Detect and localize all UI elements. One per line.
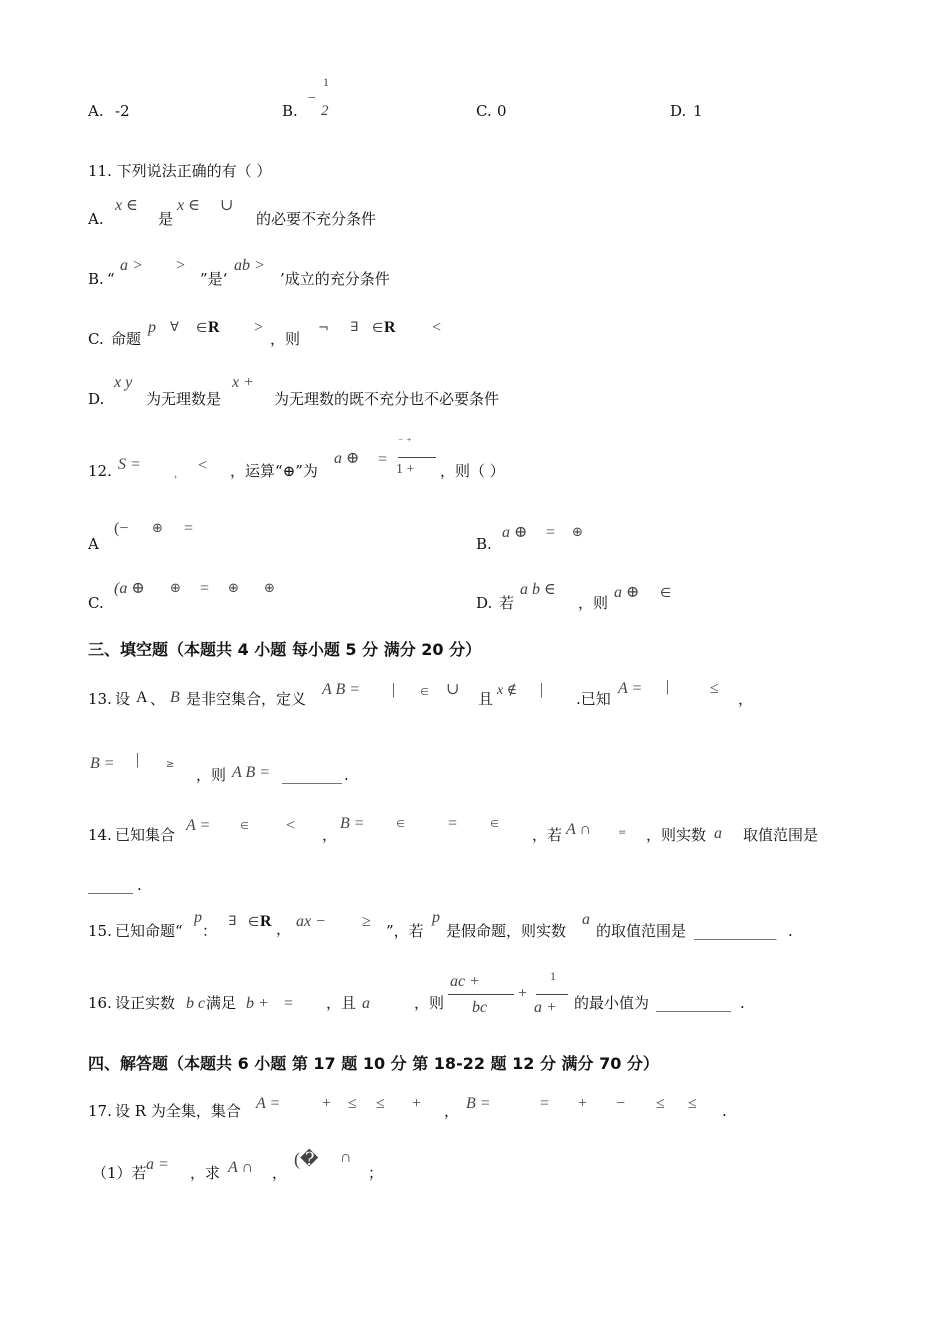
q15-in: ∈ (248, 915, 260, 930)
q11-b-mid: ”是‘ (200, 270, 228, 288)
q13-comma: ， (738, 690, 754, 708)
q12-c-op-1: ⊕ (170, 581, 181, 596)
q12-b-op: ⊕ (572, 525, 583, 540)
q15-number: 15. (88, 922, 112, 940)
q11-option-c-label: C. (88, 330, 104, 348)
q14-in-2: ∈ (396, 819, 405, 830)
q13-ge: ≥ (166, 759, 175, 770)
q13-then: ，则 (196, 766, 227, 784)
q12-b-eq: = (546, 524, 556, 541)
q12-frac-num: ⁻ ⁺ (398, 437, 412, 448)
q13-b-eq: B = (90, 755, 115, 772)
q16-frac2-den: a + (534, 999, 557, 1016)
q11-c-lt: < (432, 319, 442, 336)
q16-a: a (362, 995, 370, 1012)
q12-c-op-2: ⊕ (228, 581, 239, 596)
q11-stem: 11. 下列说法正确的有（ ） (88, 162, 272, 180)
q17-le-4: ≤ (688, 1095, 697, 1112)
q16-plus: + (518, 985, 528, 1002)
q11-a-math-2: x ∈ (177, 197, 200, 214)
q16-frac2-bar (536, 994, 568, 995)
q11-c-gt: > (254, 319, 264, 336)
q17-le-3: ≤ (656, 1095, 665, 1112)
q11-option-a-label: A. (88, 210, 104, 228)
q11-c-exists: ∃ (350, 320, 359, 335)
q11-c-r-2: R (384, 319, 396, 336)
q17-comma: ， (444, 1102, 460, 1120)
q12-eq: = (378, 451, 388, 468)
q15-pre: 已知命题“ (115, 922, 183, 940)
q13-set-a: A (136, 689, 148, 706)
q14-if: ，若 (532, 826, 563, 844)
q17-le-2: ≤ (376, 1095, 385, 1112)
q14-number: 14. (88, 826, 112, 844)
q15-a: a (582, 911, 590, 928)
q10-option-d-value: 1 (693, 102, 703, 120)
q11-b-math-3: ab > (234, 257, 265, 274)
q15-mid: ”，若 (386, 922, 424, 940)
q16-mid-1: 满足 (206, 994, 237, 1012)
q12-option-b-label: B. (476, 535, 492, 553)
q10-option-a-value: -2 (115, 102, 130, 120)
q11-option-d-label: D. (88, 390, 105, 408)
q10-option-b-label: B. (282, 102, 298, 120)
q11-c-mid: ，则 (270, 330, 301, 348)
q12-d-pre: 若 (499, 594, 515, 612)
q14-a: a (714, 825, 722, 842)
section-4-heading: 四、解答题（本题共 6 小题 第 17 题 10 分 第 18-22 题 12 分 满分 70 分） (88, 1054, 659, 1073)
q17-sub-1-a: a = (146, 1156, 169, 1173)
q16-pre: 设正实数 (115, 994, 176, 1012)
q16-mid-2: ，且 (326, 994, 357, 1012)
q14-pre: 已知集合 (115, 826, 176, 844)
q11-b-math-1: a > (120, 257, 143, 274)
q13-ab-2: A B = (232, 764, 271, 781)
q11-b-math-2: > (176, 257, 186, 274)
q12-number: 12. (88, 462, 112, 480)
q11-c-r-1: R (208, 319, 220, 336)
q10-option-b-numerator: 1 (323, 75, 329, 89)
q14-in-3: ∈ (490, 819, 499, 830)
q17-sub-1-cap-2: ∩ (340, 1149, 352, 1166)
q12-set-lt: < (198, 457, 208, 474)
q15-dot: . (788, 922, 793, 940)
q14-b-eq: B = (340, 815, 365, 832)
q15-expr: ax − (296, 913, 326, 930)
q13-notin: x ∉ (497, 683, 518, 698)
q17-plus-2: + (412, 1095, 422, 1112)
q11-c-in-1: ∈ (196, 321, 208, 336)
q17-le-1: ≤ (348, 1095, 357, 1112)
q10-option-d-label: D. (670, 102, 687, 120)
q13-sep: 、 (150, 690, 166, 708)
q10-option-c-label: C. (476, 102, 492, 120)
q14-in-1: ∈ (240, 821, 249, 832)
q15-exists: ∃ (228, 914, 237, 929)
q12-d-mid: ，则 (578, 594, 609, 612)
q12-d-in: ∈ (660, 586, 672, 601)
q16-frac2-num: 1 (550, 969, 556, 983)
q14-a-eq: A = (186, 817, 211, 834)
q15-p: p (194, 909, 202, 926)
q16-number: 16. (88, 994, 112, 1012)
q12-c-math: (a ⊕ (114, 580, 145, 597)
q17-plus: + (322, 1095, 332, 1112)
q17-sub-1-mid: ，求 (190, 1164, 221, 1182)
q12-option-d-label: D. (476, 594, 493, 612)
q13-number: 13. (88, 690, 112, 708)
q14-then: ，则实数 (646, 826, 707, 844)
q16-then: ，则 (414, 994, 445, 1012)
q11-d-mid: 为无理数是 (146, 390, 222, 408)
q16-frac1-bar (448, 994, 514, 995)
q16-tail: 的最小值为 (574, 994, 650, 1012)
q10-option-a-label: A. (88, 102, 104, 120)
q17-b-eq: B = (466, 1095, 491, 1112)
q15-tail: 的取值范围是 (596, 922, 687, 940)
q14-dot: . (137, 876, 142, 894)
q17-a-eq: A = (256, 1095, 281, 1112)
q17-plus-3: + (578, 1095, 588, 1112)
q11-c-in-2: ∈ (372, 321, 384, 336)
q13-bar-3: | (666, 678, 670, 695)
q12-set-comma: ， (174, 469, 184, 480)
q16-blank[interactable]: __________ (656, 994, 731, 1012)
q12-b-math: a ⊕ (502, 524, 528, 541)
q12-d-math: a b ∈ (520, 581, 556, 598)
q17-eq: = (540, 1095, 550, 1112)
q11-c-forall: ∀ (170, 320, 179, 335)
q14-tail: 取值范围是 (743, 826, 819, 844)
q13-a-eq: A = (618, 680, 643, 697)
q17-sub-1-expr: (� (294, 1149, 319, 1169)
q11-a-mid: 是 (158, 210, 174, 228)
q12-a-op: ⊕ (152, 521, 163, 536)
q13-bar: | (392, 681, 396, 698)
q13-in: ∈ (420, 687, 429, 698)
q10-option-c-value: 0 (497, 102, 507, 120)
q12-tail: ，则（ ） (440, 462, 505, 480)
q11-option-b-label: B. (88, 270, 104, 288)
q15-blank[interactable]: ___________ (694, 922, 777, 940)
q10-option-b-denominator: 2 (321, 103, 329, 119)
q13-pre: 设 (115, 690, 131, 708)
q15-colon: ： (202, 922, 218, 940)
q13-le: ≤ (710, 680, 719, 697)
q13-cup: ∪ (446, 681, 460, 698)
q12-option-c-label: C. (88, 594, 104, 612)
q12-mid: ，运算“⊕”为 (230, 462, 318, 480)
q13-mid-1: 是非空集合，定义 (186, 690, 307, 708)
q13-set-b: B (170, 689, 180, 706)
q13-mid-2: .已知 (576, 690, 611, 708)
q17-sub-1-cap: A ∩ (228, 1159, 254, 1176)
q10-option-b-sign: − (308, 91, 316, 106)
q13-blank[interactable]: ________ (282, 766, 342, 784)
q15-comma: ， (276, 920, 292, 938)
q11-c-math-p: p (148, 319, 156, 336)
q12-set-s: S = (118, 456, 141, 473)
q13-and: 且 (478, 690, 494, 708)
q11-b-quote: “ (107, 270, 115, 288)
q11-d-math-1: x y (114, 374, 133, 391)
q16-frac1-den: bc (472, 999, 488, 1016)
q14-lt: < (286, 817, 296, 834)
q17-sub-1-label: （1）若 (92, 1164, 147, 1182)
q11-d-tail: 为无理数的既不充分也不必要条件 (274, 390, 500, 408)
q11-c-pre: 命题 (111, 330, 142, 348)
q13-bar-4: | (136, 751, 140, 768)
q12-frac-bar (398, 457, 436, 458)
q12-option-a-label: A (88, 535, 99, 553)
q17-pre: 设 R 为全集，集合 (115, 1102, 241, 1120)
q17-number: 17. (88, 1102, 112, 1120)
q11-c-not: ¬ (318, 321, 329, 336)
q11-a-math-1: x ∈ (115, 197, 138, 214)
q14-comma: ， (322, 826, 338, 844)
q16-bc: b c (186, 995, 206, 1012)
q11-b-tail: ’成立的充分条件 (280, 270, 390, 288)
q16-sum: b + (246, 995, 269, 1012)
q16-eq: = (284, 995, 294, 1012)
q11-a-math-3: ∪ (220, 197, 234, 214)
q15-p-2: p (432, 909, 440, 926)
q16-dot: . (740, 994, 745, 1012)
q12-op: a ⊕ (334, 450, 360, 467)
q16-frac1-num: ac + (450, 973, 480, 990)
q14-blank[interactable]: ______ (88, 876, 133, 894)
q17-minus: − (616, 1095, 626, 1112)
q12-a-math: (− (114, 520, 129, 537)
q11-d-math-2: x + (232, 374, 254, 391)
q12-a-eq: = (184, 520, 194, 537)
q12-c-op-3: ⊕ (264, 581, 275, 596)
q12-d-math-2: a ⊕ (614, 584, 640, 601)
q15-r: R (260, 913, 272, 930)
q13-bar-2: | (540, 681, 544, 698)
q17-dot: . (722, 1102, 727, 1120)
q14-cap: A ∩ (566, 821, 592, 838)
q11-a-tail: 的必要不充分条件 (256, 210, 377, 228)
q15-ge: ≥ (362, 913, 371, 930)
section-3-heading: 三、填空题（本题共 4 小题 每小题 5 分 满分 20 分） (88, 640, 482, 659)
q12-c-eq: = (200, 580, 210, 597)
q13-dot: . (344, 766, 349, 784)
q17-sub-1-comma: ， (272, 1164, 288, 1182)
q12-frac-den: 1 + (396, 462, 415, 477)
q15-mid-2: 是假命题，则实数 (446, 922, 567, 940)
q17-sub-1-end: ； (368, 1164, 384, 1182)
q13-ab-def: A B = (322, 681, 361, 698)
q14-eq-2: = (618, 827, 627, 838)
q14-eq: = (448, 815, 458, 832)
